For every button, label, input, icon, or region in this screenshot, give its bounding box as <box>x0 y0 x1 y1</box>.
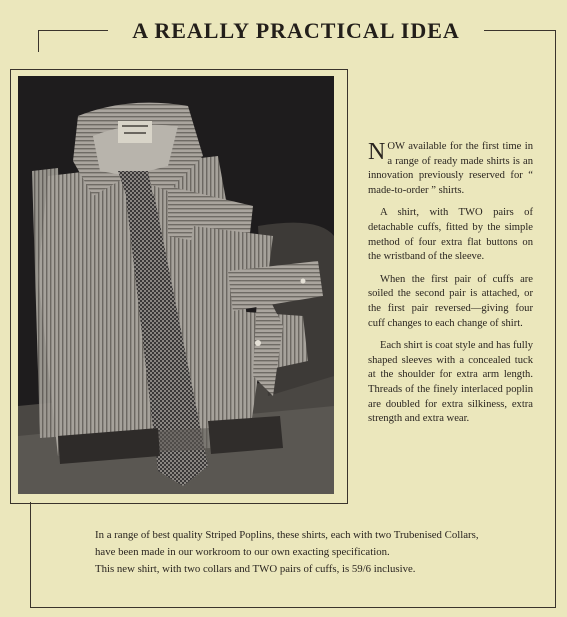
frame-top-right <box>484 30 556 31</box>
shirt-photo <box>18 76 334 494</box>
paragraph-3: When the first pair of cuffs are soiled the second pair is attached, or the first pair reversed—giving four cuff changes to each change of shirt. <box>368 273 533 329</box>
footer-line-1: In a range of best quality Striped Poplins, these shirts, each with two Trubenised Collars, <box>95 529 479 541</box>
footer-line-3: This new shirt, with two collars and TWO pairs of cuffs, is 59/6 inclusive. <box>95 563 416 575</box>
frame-top-left <box>38 30 108 31</box>
page-title: A REALLY PRACTICAL IDEA <box>112 18 480 44</box>
frame-bottom <box>30 607 556 608</box>
drop-cap: N <box>368 139 386 165</box>
paragraph-1 <box>368 140 533 198</box>
paragraph-4: Each shirt is coat style and has fully shaped sleeves with a concealed tuck at the shoulder for extra arm length. Threads of the finely interlaced poplin are doubled for extra silkiness, extra strength and extra wear. <box>368 340 533 425</box>
body-copy <box>368 140 533 435</box>
footer-copy <box>95 527 515 578</box>
paragraph-1-text: OW available for the first time in a range of ready made shirts is an innovation previously reserved for “ made-to-order ” shirts. <box>368 141 533 196</box>
footer-line-2: have been made in our workroom to our own exacting specification. <box>95 546 390 558</box>
frame-right <box>555 30 556 608</box>
frame-left-lower <box>30 502 31 608</box>
paragraph-2: A shirt, with TWO pairs of detachable cuffs, fitted by the simple method of four extra flat buttons on the wristband of the sleeve. <box>368 207 533 263</box>
frame-left-upper <box>38 30 39 52</box>
